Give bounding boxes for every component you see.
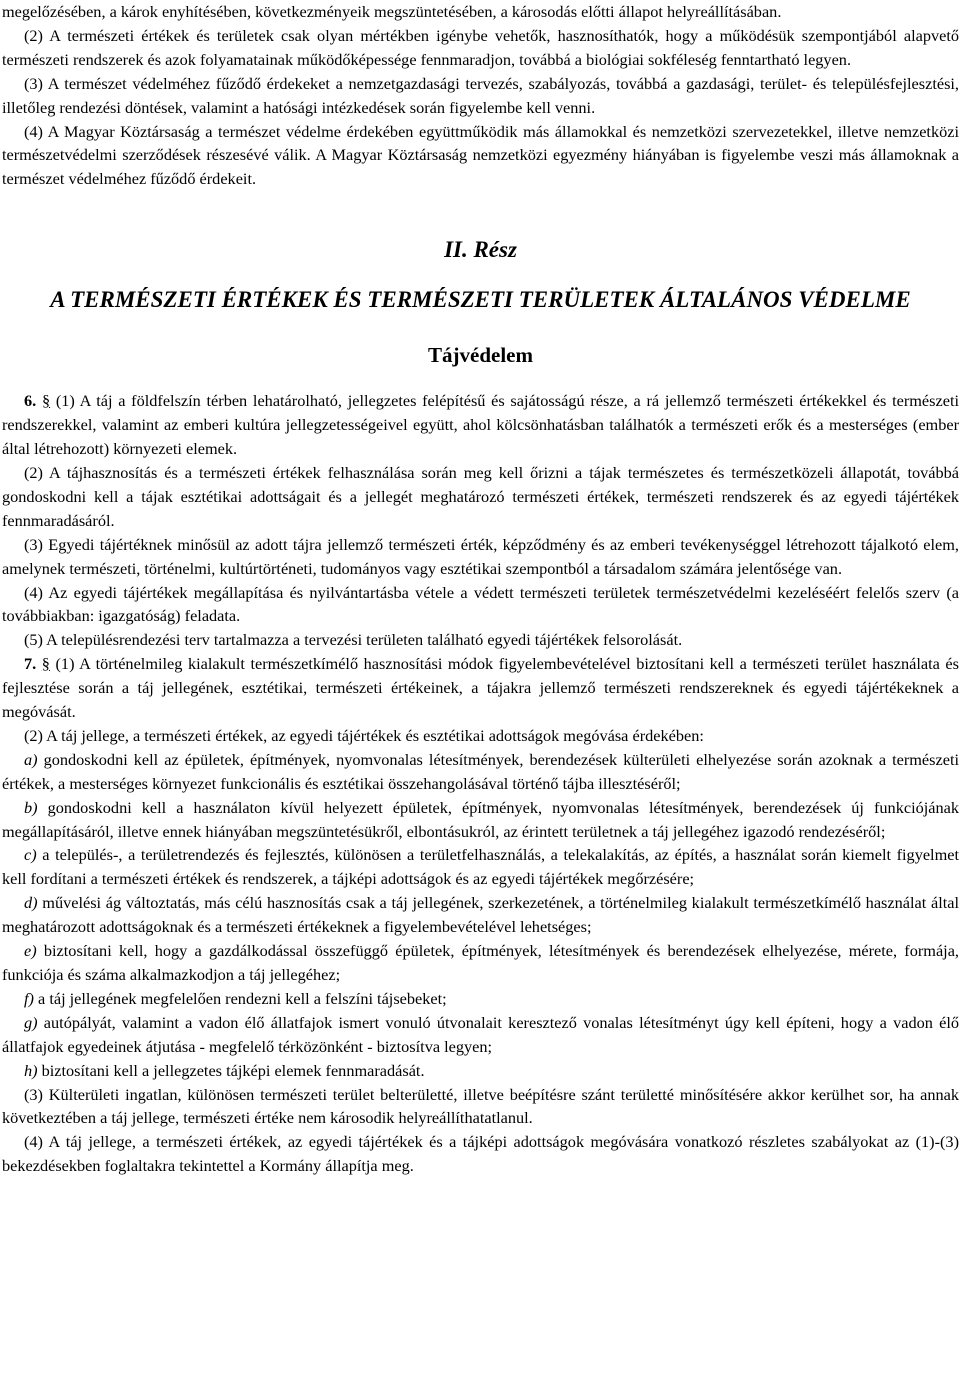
list-letter: a): [24, 749, 38, 769]
section-7-paragraph-1: [2, 652, 959, 724]
part-number-heading: II. Rész: [444, 237, 517, 263]
section-7-p1-text: (1) A történelmileg kialakult természetkímélő hasznosítási módok figyelembevételével biztosítani kell a természeti terület használata és fejlesztése során a táj jellegének, esztétikai, természeti értékeinek, a tájakra jellemző természeti rendszereknek és egyedi tájértékeknek a megóvását.: [2, 654, 959, 722]
list-item-text: a település-, a területrendezés és fejlesztés, különösen a területfelhasználás, a telekalakítás, az építés, a használat során kiemelt figyelmet kell fordítani a természeti értékek és rendszerek, a tájképi adottságok és az egyedi tájértékek megőrzésére;: [2, 845, 959, 889]
list-item-text: művelési ág változtatás, más célú hasznosítás csak a táj jellegének, szerkezetének, a történelmileg kialakult természetkímélő használat által meghatározott adottságoknak és a természeti értékeknek a figyelembevételével lehetséges;: [2, 893, 959, 937]
list-item-f: [2, 987, 959, 1011]
section-6-paragraph-4: (4) Az egyedi tájértékek megállapítása és nyilvántartásba vétele a védett természeti területek természetvédelmi kezeléséért felelős szerv (a továbbiakban: igazgatóság) feladata.: [2, 582, 959, 626]
section-6-p1-text: (1) A táj a földfelszín térben lehatárolható, jellegzetes felépítésű és sajátosságú része, a rá jellemző természeti értékekkel és természeti rendszerekkel, valamint az emberi kultúra jellegzetességeivel együtt, ahol kölcsönhatásban találhatók a természeti erők és a mesterséges (ember által létrehozott) környezeti elemek.: [2, 391, 959, 459]
paragraph-5-2: (2) A természeti értékek és területek csak olyan mértékben igénybe vehetők, hasznosíthatók, hogy a működésük szempontjából alapvető természeti rendszerek és azok folyamatainak működőképessége fennmaradjon, továbbá a biológiai sokféleség fenntartható legyen.: [2, 25, 959, 69]
list-letter: d): [24, 893, 38, 913]
list-letter: e): [24, 941, 37, 961]
list-item-e: [2, 939, 959, 987]
section-6-paragraph-1: [2, 389, 959, 461]
section-7-number: 7.: [24, 654, 37, 674]
list-item-text: gondoskodni kell az épületek, építmények, nyomvonalas létesítmények, berendezések külterületi elhelyezése során azoknak a természeti értékek, a mesterséges környezet funkcionális és esztétikai összehangolásával történő tájba illesztéséről;: [2, 749, 959, 793]
part-title-heading: A TERMÉSZETI ÉRTÉKEK ÉS TERMÉSZETI TERÜLETEK ÁLTALÁNOS VÉDELME: [50, 287, 911, 313]
list-item-text: autópályát, valamint a vadon élő állatfajok ismert vonuló útvonalait keresztező vonalas létesítményt úgy kell építeni, hogy a vadon élő állatfajok egyedeinek átjutása - megfelelő térközönként - biztosítva legyen;: [2, 1012, 959, 1056]
section-6-number: 6.: [24, 391, 37, 411]
list-item-c: [2, 843, 959, 891]
list-letter: h): [24, 1060, 38, 1080]
list-letter: g): [24, 1012, 38, 1032]
section-7-paragraph-2: (2) A táj jellege, a természeti értékek, az egyedi tájértékek és esztétikai adottságok megóvása érdekében:: [24, 725, 704, 745]
section-7-paragraph-3: (3) Külterületi ingatlan, különösen természeti terület belterületté, illetve beépítésre szánt területté minősítésére akkor kerülhet sor, ha annak következtében a táj jellege, természeti értéke nem károsodik helyreállíthatatlanul.: [2, 1084, 959, 1128]
section-6-paragraph-5: (5) A településrendezési terv tartalmazza a tervezési területen található egyedi tájértékek felsorolását.: [24, 630, 683, 650]
section-sign: §: [41, 391, 51, 411]
list-item-text: a táj jellegének megfelelően rendezni kell a felszíni tájsebeket;: [33, 988, 447, 1008]
section-6-paragraph-3: (3) Egyedi tájértéknek minősül az adott tájra jellemző természeti érték, képződmény és az emberi tevékenységgel létrehozott tájalkotó elem, amelynek természeti, történelmi, kultúrtörténeti, tudományos vagy esztétikai szempontból a társadalom számára jelentősége van.: [2, 534, 959, 578]
paragraph-5-3: (3) A természet védelméhez fűződő érdekeket a nemzetgazdasági tervezés, szabályozás, továbbá a gazdasági, terület- és településfejlesztési, illetőleg rendezési döntések, valamint a hatósági intézkedések során figyelembe kell venni.: [2, 73, 959, 117]
list-item-a: [2, 748, 959, 796]
list-item-text: biztosítani kell, hogy a gazdálkodással összefüggő épületek, építmények, létesítmények és berendezések elhelyezése, mérete, formája, funkciója és száma alkalmazkodjon a táj jellegéhez;: [2, 941, 959, 984]
list-letter: c): [24, 845, 37, 865]
list-item-text: biztosítani kell a jellegzetes tájképi elemek fennmaradását.: [37, 1060, 425, 1080]
section-6-paragraph-2: (2) A tájhasznosítás és a természeti értékek felhasználása során meg kell őrizni a tájak természetes és természetközeli állapotát, továbbá gondoskodni kell a tájak esztétikai adottságait és a jellegét meghatározó természeti értékek, természeti rendszerek és az egyedi tájértékek fennmaradásáról.: [2, 462, 959, 530]
list-item-b: [2, 796, 959, 844]
list-item-h: [2, 1059, 959, 1083]
section-7-paragraph-4: (4) A táj jellege, a természeti értékek, az egyedi tájértékek és a tájképi adottságok megóvására vonatkozó részletes szabályokat az (1)-(3) bekezdésekben foglaltakra tekintettel a Kormány állapítja meg.: [2, 1132, 959, 1176]
section-sign: §: [41, 654, 50, 674]
paragraph-5-4: (4) A Magyar Köztársaság a természet védelme érdekében együttműködik más államokkal és nemzetközi szervezetekkel, illetve nemzetközi természetvédelmi szerződések részesévé válik. A Magyar Köztársaság nemzetközi egyezmény hiányában is figyelembe veszi más államoknak a természet védelméhez fűződő érdekeit.: [2, 121, 959, 189]
list-letter: f): [24, 988, 34, 1008]
section-title-tajvedelem: Tájvédelem: [428, 343, 533, 368]
list-item-d: [2, 891, 959, 939]
list-item-text: gondoskodni kell a használaton kívül helyezett épületek, építmények, nyomvonalas létesítmények, berendezések új funkciójának megállapításáról, illetve ennek hiányában megszüntetésükről, elbontásukról, az érintett területnek a táj jellegéhez igazodó rendezéséről;: [2, 797, 959, 841]
list-item-g: [2, 1011, 959, 1059]
list-letter: b): [24, 797, 38, 817]
paragraph-continuation: megelőzésében, a károk enyhítésében, következményeik megszüntetésében, a károsodás előtti állapot helyreállításában.: [2, 2, 782, 21]
